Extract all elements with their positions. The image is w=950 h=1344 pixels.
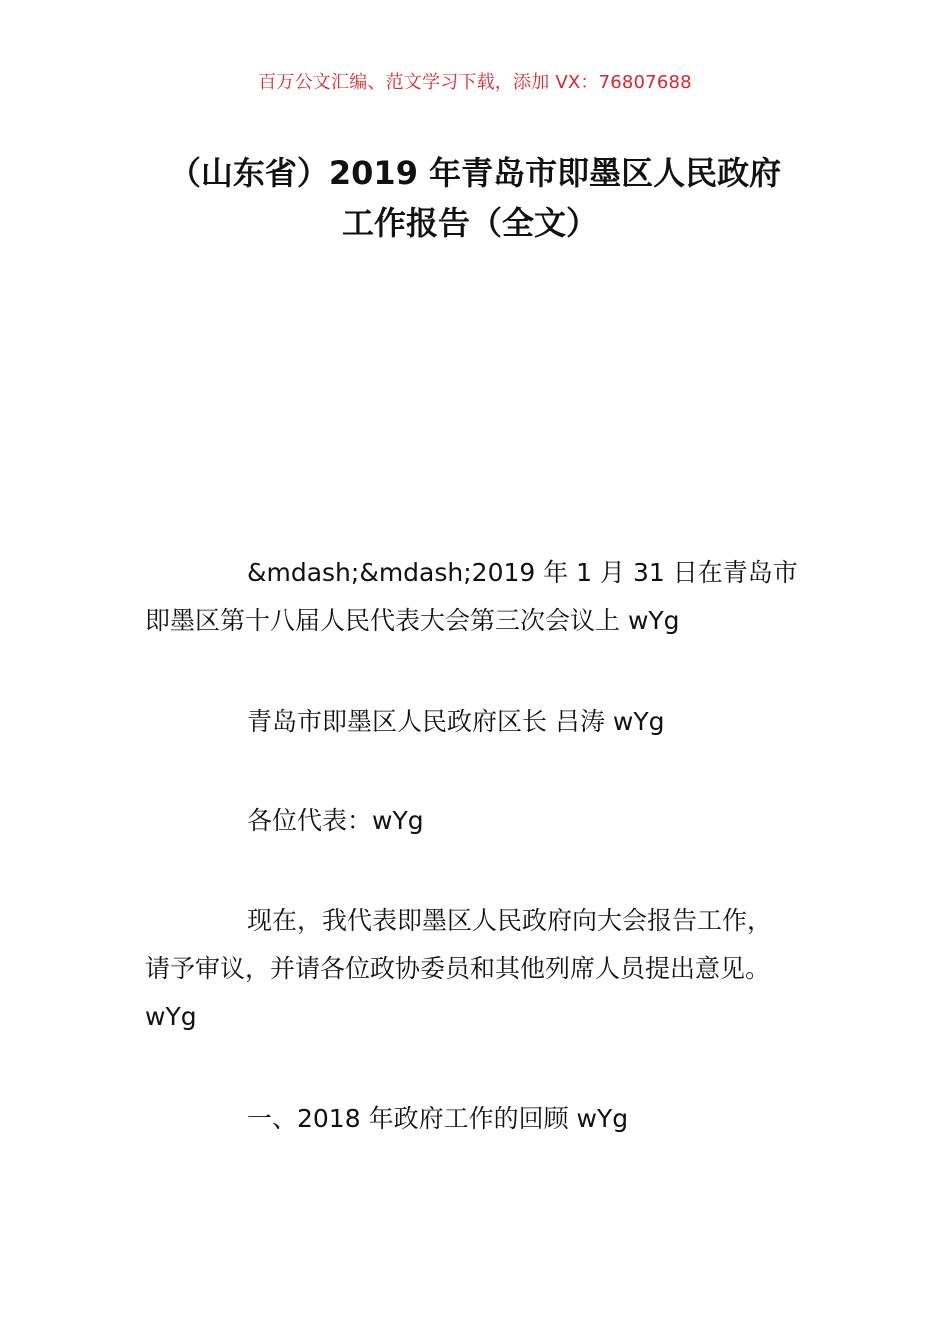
dateline-line-1: &mdash;&mdash;2019 年 1 月 31 日在青岛市 [247,558,798,587]
dateline-paragraph [145,549,825,645]
header-note: 百万公文汇编、范文学习下载，添加 VX：76807688 [258,72,692,93]
speaker-line: 青岛市即墨区人民政府区长 吕涛 wYg [247,707,665,736]
section-heading-1: 一、2018 年政府工作的回顾 wYg [247,1104,629,1133]
title-line-1: （山东省）2019 年青岛市即墨区人民政府 [168,154,782,192]
intro-line-1: 现在，我代表即墨区人民政府向大会报告工作， [247,906,773,935]
dateline-line-2: 即墨区第十八届人民代表大会第三次会议上 wYg [145,606,680,635]
salutation-paragraph [145,797,825,845]
intro-line-2: 请予审议，并请各位政协委员和其他列席人员提出意见。 [145,954,771,983]
section-heading-paragraph [145,1095,825,1143]
intro-paragraph [145,897,825,1041]
intro-line-3: wYg [145,1002,197,1031]
title-line-2: 工作报告（全文） [341,204,598,242]
document-title [0,148,950,248]
speaker-paragraph [145,698,825,746]
salutation-line: 各位代表：wYg [247,806,424,835]
